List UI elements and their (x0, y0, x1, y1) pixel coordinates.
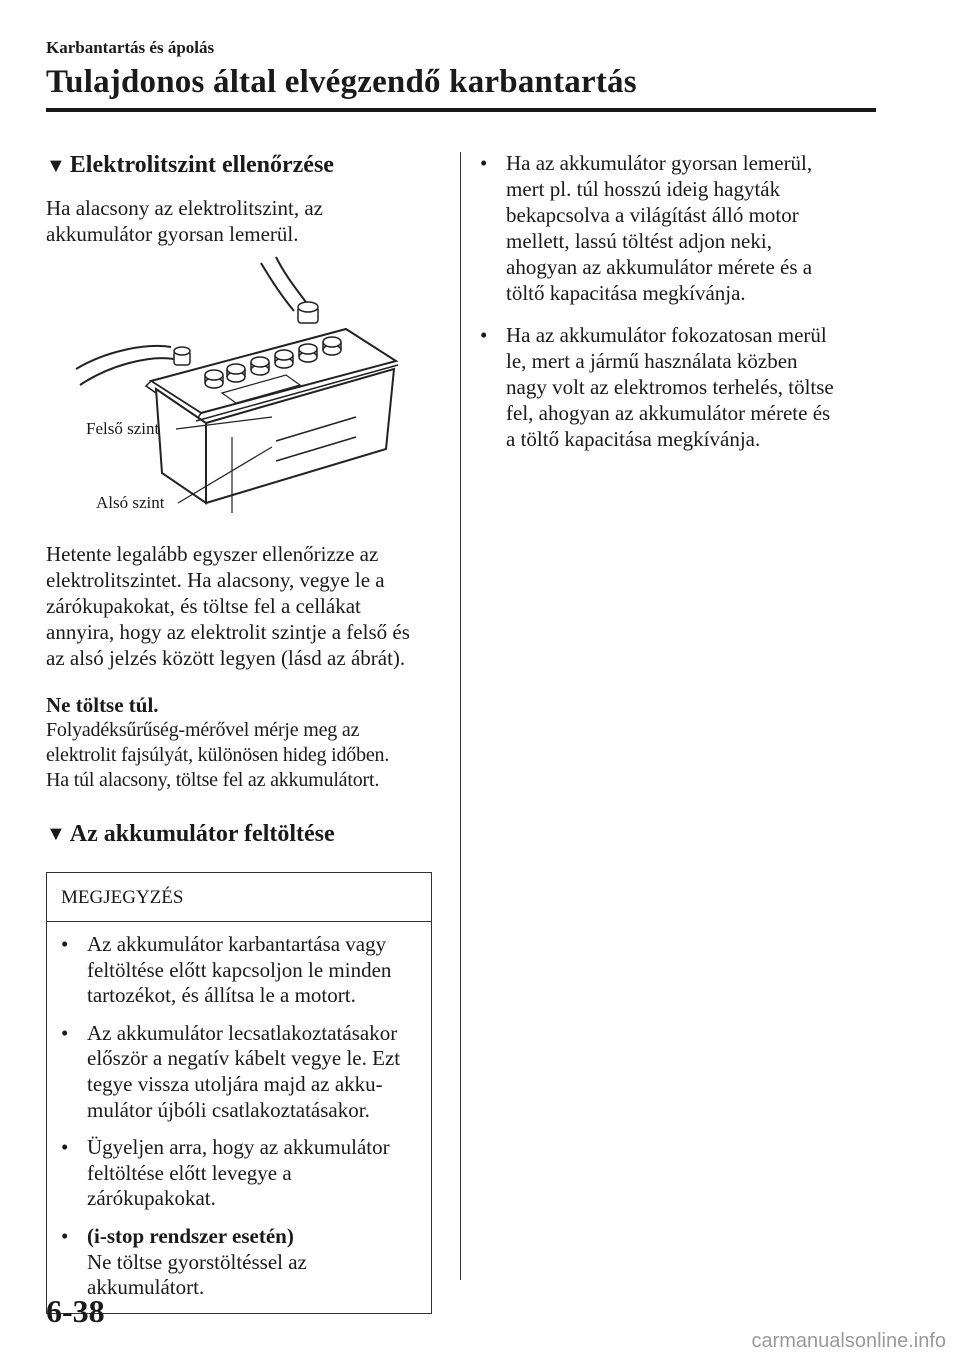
right-column (480, 150, 890, 468)
heading-electrolyte-check (46, 150, 436, 181)
tip-line: nagy volt az elektromos terhelés, töltse (506, 375, 834, 400)
left-column (46, 150, 436, 1314)
check-line: Hetente legalább egyszer ellenőrizze az (46, 542, 379, 567)
note-line: Az akkumulátor karbantartása vagy (87, 931, 387, 956)
warning-paragraph (46, 718, 436, 792)
page-title: Tulajdonos által elvégzendő karbantartás (46, 64, 637, 100)
tip-line: mert pl. túl hosszú ideig hagyták (506, 177, 781, 202)
note-line: Ügyeljen arra, hogy az akkumulátor (87, 1135, 390, 1160)
bullet-dot-icon: • (61, 1020, 69, 1045)
lower-level-label: Alsó szint (96, 493, 165, 513)
tip-line: fel, ahogyan az akkumulátor mérete és (506, 401, 831, 426)
check-line: az alsó jelzés között legyen (lásd az ábrát). (46, 646, 406, 671)
bullet-dot-icon: • (480, 151, 488, 175)
page-number: 6-38 (46, 1293, 105, 1329)
note-line: feltöltése előtt levegye a (87, 1160, 292, 1185)
note-bold-line: (i-stop rendszer esetén) (87, 1224, 294, 1249)
watermark: carmanualsonline.info (751, 1330, 946, 1352)
warning-line: Folyadéksűrűség-mérővel mérje meg az (46, 719, 360, 742)
note-line: akkumulátort. (87, 1275, 205, 1300)
note-line: először a negatív kábelt vegye le. Ezt (87, 1046, 401, 1071)
triangle-down-icon: ▼ (46, 154, 66, 177)
check-line: zárókupakokat, és töltse fel a cellákat (46, 594, 361, 619)
bullet-dot-icon: • (480, 323, 488, 348)
title-rule (46, 108, 876, 112)
tip-line: ahogyan az akkumulátor mérete és a (506, 255, 813, 280)
tip-line: Ha az akkumulátor fokozatosan merül (506, 323, 827, 348)
check-line: annyira, hogy az elektrolit szintje a felső és (46, 620, 410, 645)
bullet-dot-icon: • (61, 931, 69, 956)
note-item (61, 1135, 421, 1212)
bullet-dot-icon: • (61, 1135, 69, 1160)
triangle-down-icon: ▼ (46, 823, 66, 846)
note-line: tartozékot, és állítsa le a motort. (87, 983, 356, 1008)
battery-figure (46, 251, 436, 531)
check-paragraph (46, 541, 436, 671)
bullet-dot-icon: • (61, 1224, 69, 1249)
heading-charging-text: Az akkumulátor feltöltése (69, 820, 335, 847)
tip-line: a töltő kapacitása megkívánja. (506, 427, 761, 452)
note-item (61, 1224, 421, 1301)
note-title: MEGJEGYZÉS (47, 873, 431, 922)
charging-tips-list (480, 150, 890, 452)
note-line: zárókupakokat. (87, 1186, 216, 1211)
note-box (46, 872, 432, 1314)
intro-line: akkumulátor gyorsan lemerül. (46, 222, 299, 247)
heading-electrolyte-text: Elektrolitszint ellenőrzése (69, 152, 334, 178)
intro-paragraph (46, 195, 436, 247)
check-line: elektrolitszintet. Ha alacsony, vegye le a (46, 568, 385, 593)
tip-line: Ha az akkumulátor gyorsan lemerül, (506, 151, 813, 175)
note-item (61, 932, 421, 1009)
tip-item (480, 150, 890, 306)
intro-line: Ha alacsony az elektrolitszint, az (46, 196, 323, 221)
battery-illustration (46, 251, 436, 531)
section-label: Karbantartás és ápolás (46, 38, 215, 57)
tip-line: töltő kapacitása megkívánja. (506, 281, 746, 306)
tip-line: mellett, lassú töltést adjon neki, (506, 229, 772, 254)
note-item (61, 1021, 421, 1123)
note-line: Az akkumulátor lecsatlakoztatásakor (87, 1020, 398, 1045)
warning-line: Ha túl alacsony, töltse fel az akkumulátort. (46, 769, 380, 791)
heading-battery-charging (46, 819, 436, 850)
note-list (47, 922, 431, 1313)
tip-line: bekapcsolva a világítást álló motor (506, 203, 799, 228)
tip-item (480, 322, 890, 452)
tip-line: le, mert a jármű használata közben (506, 349, 798, 374)
warning-title: Ne töltse túl. (46, 693, 159, 718)
note-line: Ne töltse gyorstöltéssel az (87, 1249, 307, 1274)
upper-level-label: Felső szint (86, 419, 160, 439)
note-line: feltöltése előtt kapcsoljon le minden (87, 957, 392, 982)
note-line: mulátor újbóli csatlakoztatásakor. (87, 1097, 370, 1122)
column-divider (460, 152, 461, 1280)
note-line: tegye vissza utoljára majd az akku- (87, 1072, 383, 1097)
warning-line: elektrolit fajsúlyát, különösen hideg időben. (46, 744, 390, 767)
